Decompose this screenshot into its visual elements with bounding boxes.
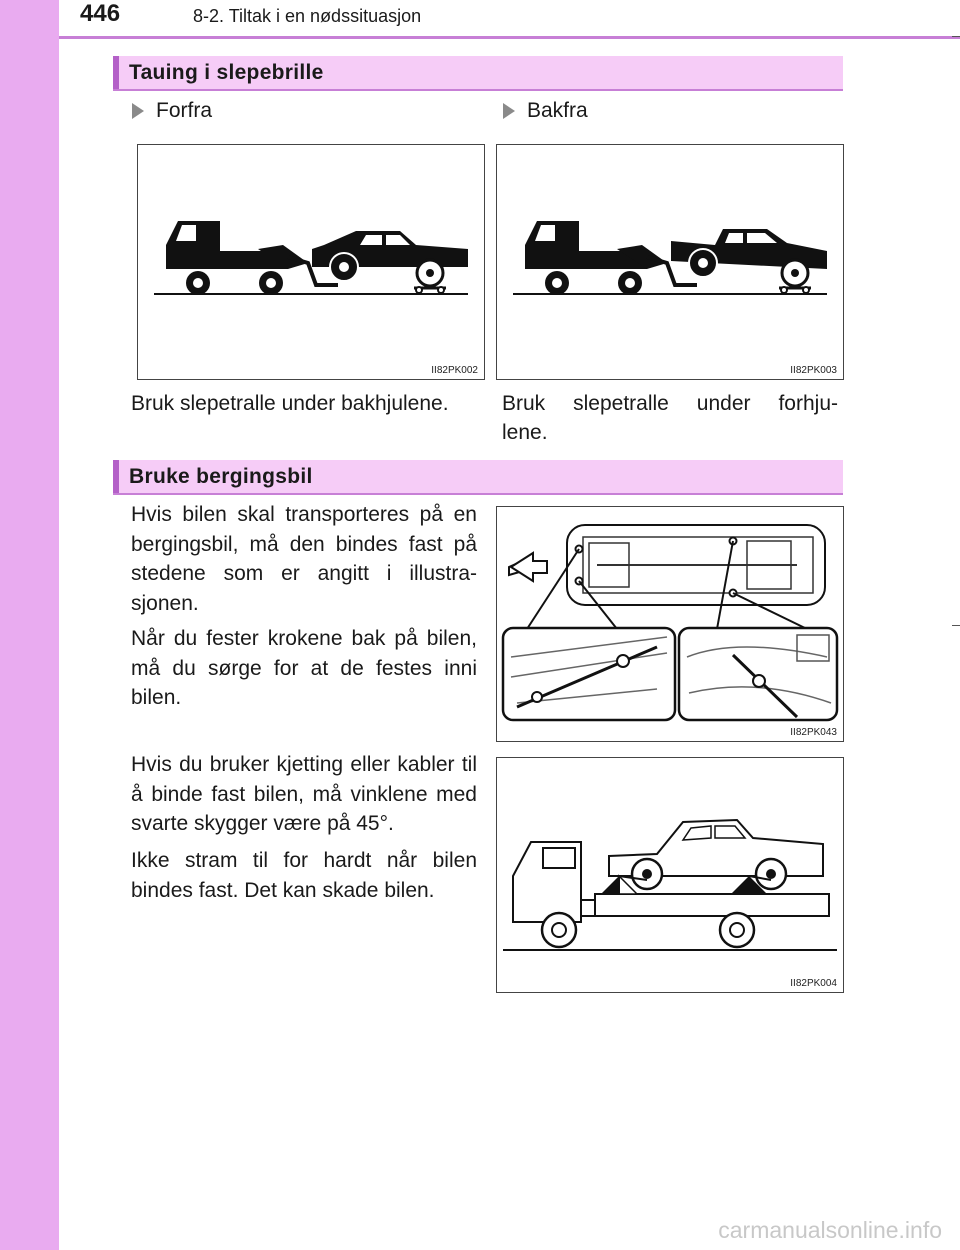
figure-code: II82PK002 (431, 365, 478, 376)
figure-code: II82PK004 (790, 978, 837, 989)
heading-accent-bar (113, 460, 119, 493)
section-title: Tauing i slepebrille (129, 61, 324, 84)
section-title: Bruke bergingsbil (129, 465, 313, 488)
figure-code: II82PK043 (790, 727, 837, 738)
tow-truck-rear-illustration (497, 145, 843, 379)
subheading-front (132, 99, 212, 123)
section-heading-towing-dolly (113, 56, 843, 91)
crop-mark (952, 625, 960, 626)
figure-tow-front (137, 144, 485, 380)
chapter-title: 8-2. Tiltak i en nødssituasjon (193, 6, 422, 26)
paragraph-transport: Hvis bilen skal transporteres på en bergingsbil, må den bindes fast på stedene som er angitt i illustra-sjonen. (131, 503, 477, 615)
watermark: carmanualsonline.info (718, 1217, 942, 1243)
heading-accent-bar (113, 56, 119, 89)
page-number: 446 (80, 0, 121, 27)
paragraph-chains: Hvis du bruker kjetting eller kabler til å binde fast bilen, må vinklene med svarte skygger være på 45°. (131, 753, 477, 835)
underbody-tie-down-illustration (497, 507, 843, 741)
crop-mark (952, 36, 960, 37)
figure-flatbed-transport (496, 757, 844, 993)
figure-code: II82PK003 (790, 365, 837, 376)
tow-truck-front-illustration (138, 145, 484, 379)
chapter-sidebar (0, 0, 59, 1250)
arrow-bullet-icon (132, 103, 144, 119)
figure-tow-rear (496, 144, 844, 380)
caption-front: Bruk slepetralle under bakhjulene. (131, 392, 449, 415)
arrow-bullet-icon (503, 103, 515, 119)
paragraph-tighten: Ikke stram til for hardt når bilen bindes fast. Det kan skade bilen. (131, 849, 477, 902)
caption-rear-line1: Bruk slepetralle under forhju- (502, 392, 838, 415)
paragraph-hooks: Når du fester krokene bak på bilen, må du sørge for at de festes inni bilen. (131, 627, 477, 709)
subheading-label: Forfra (156, 99, 213, 122)
subheading-rear (503, 99, 588, 123)
figure-tie-down-points (496, 506, 844, 742)
section-heading-tow-truck (113, 460, 843, 495)
caption-rear-line2: lene. (502, 421, 548, 444)
flatbed-truck-illustration (497, 758, 843, 992)
subheading-label: Bakfra (527, 99, 588, 122)
